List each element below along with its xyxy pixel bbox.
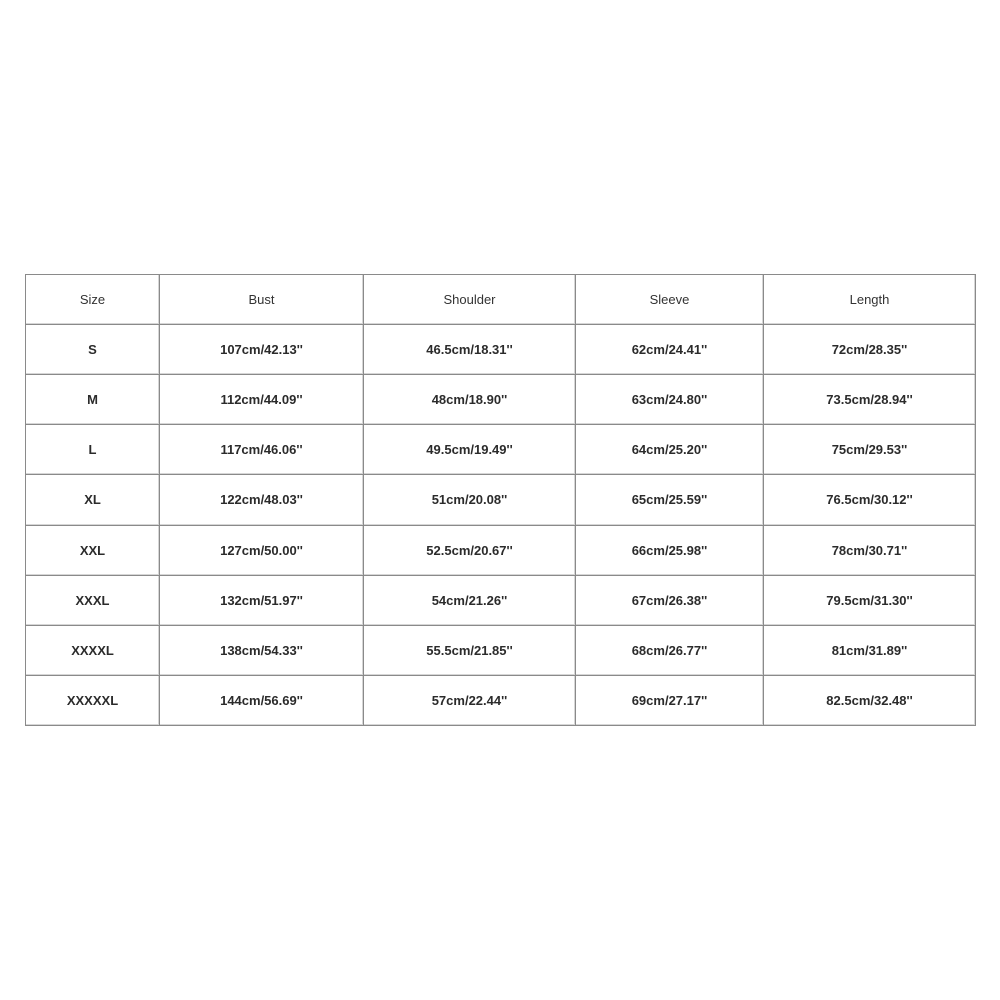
cell-shoulder: 51cm/20.08'' bbox=[364, 475, 576, 525]
cell-length: 82.5cm/32.48'' bbox=[764, 676, 976, 726]
cell-bust: 138cm/54.33'' bbox=[160, 626, 364, 676]
cell-size: S bbox=[26, 325, 160, 375]
cell-shoulder: 54cm/21.26'' bbox=[364, 576, 576, 626]
header-shoulder: Shoulder bbox=[364, 275, 576, 325]
table-row bbox=[26, 425, 976, 475]
cell-shoulder: 52.5cm/20.67'' bbox=[364, 526, 576, 576]
cell-length: 72cm/28.35'' bbox=[764, 325, 976, 375]
cell-length: 76.5cm/30.12'' bbox=[764, 475, 976, 525]
cell-bust: 112cm/44.09'' bbox=[160, 375, 364, 425]
cell-length: 75cm/29.53'' bbox=[764, 425, 976, 475]
cell-sleeve: 67cm/26.38'' bbox=[576, 576, 764, 626]
cell-length: 81cm/31.89'' bbox=[764, 626, 976, 676]
cell-shoulder: 57cm/22.44'' bbox=[364, 676, 576, 726]
cell-sleeve: 63cm/24.80'' bbox=[576, 375, 764, 425]
cell-bust: 132cm/51.97'' bbox=[160, 576, 364, 626]
cell-sleeve: 66cm/25.98'' bbox=[576, 526, 764, 576]
cell-length: 78cm/30.71'' bbox=[764, 526, 976, 576]
table-row bbox=[26, 526, 976, 576]
cell-sleeve: 68cm/26.77'' bbox=[576, 626, 764, 676]
cell-length: 79.5cm/31.30'' bbox=[764, 576, 976, 626]
cell-size: XXL bbox=[26, 526, 160, 576]
cell-size: XXXXXL bbox=[26, 676, 160, 726]
cell-size: XXXXL bbox=[26, 626, 160, 676]
cell-shoulder: 49.5cm/19.49'' bbox=[364, 425, 576, 475]
cell-bust: 127cm/50.00'' bbox=[160, 526, 364, 576]
cell-bust: 144cm/56.69'' bbox=[160, 676, 364, 726]
cell-sleeve: 65cm/25.59'' bbox=[576, 475, 764, 525]
table-row bbox=[26, 375, 976, 425]
table-row bbox=[26, 676, 976, 726]
cell-sleeve: 62cm/24.41'' bbox=[576, 325, 764, 375]
table-row bbox=[26, 576, 976, 626]
table-row bbox=[26, 325, 976, 375]
cell-sleeve: 69cm/27.17'' bbox=[576, 676, 764, 726]
cell-sleeve: 64cm/25.20'' bbox=[576, 425, 764, 475]
cell-size: XL bbox=[26, 475, 160, 525]
cell-length: 73.5cm/28.94'' bbox=[764, 375, 976, 425]
cell-size: XXXL bbox=[26, 576, 160, 626]
header-length: Length bbox=[764, 275, 976, 325]
cell-bust: 117cm/46.06'' bbox=[160, 425, 364, 475]
table-row bbox=[26, 475, 976, 525]
table-row bbox=[26, 626, 976, 676]
table-header-row bbox=[26, 275, 976, 325]
cell-bust: 122cm/48.03'' bbox=[160, 475, 364, 525]
cell-shoulder: 46.5cm/18.31'' bbox=[364, 325, 576, 375]
cell-size: L bbox=[26, 425, 160, 475]
header-size: Size bbox=[26, 275, 160, 325]
cell-size: M bbox=[26, 375, 160, 425]
cell-shoulder: 48cm/18.90'' bbox=[364, 375, 576, 425]
size-chart-table bbox=[25, 274, 976, 726]
header-bust: Bust bbox=[160, 275, 364, 325]
header-sleeve: Sleeve bbox=[576, 275, 764, 325]
cell-bust: 107cm/42.13'' bbox=[160, 325, 364, 375]
cell-shoulder: 55.5cm/21.85'' bbox=[364, 626, 576, 676]
